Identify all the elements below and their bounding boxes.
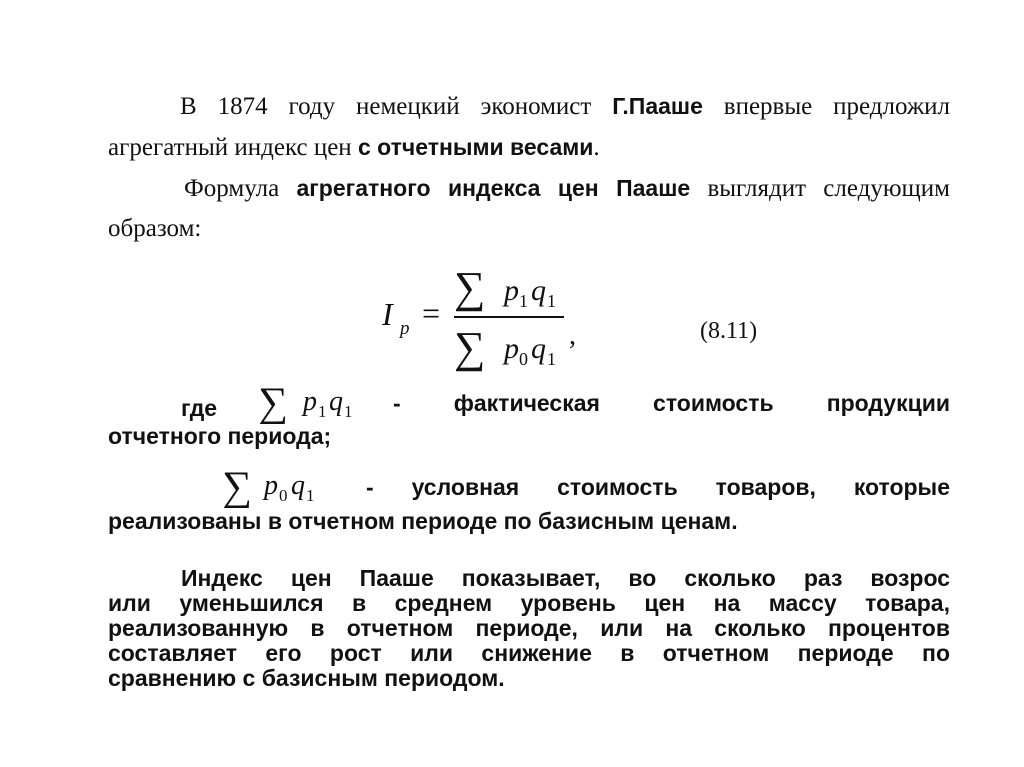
where2-q-sub: 1 <box>306 486 315 505</box>
where1-p: p <box>303 386 317 417</box>
where2-p-sub: 0 <box>279 486 288 505</box>
intro-text-2: впервые предложил агрегатный индекс цен <box>108 93 951 161</box>
formula-den-q: q <box>531 332 546 365</box>
where1-sum-expression <box>256 372 376 424</box>
where-prefix: где <box>181 395 218 421</box>
formula-num-sum: ∑ <box>454 263 486 312</box>
formula-num-p-sub: 1 <box>519 291 528 311</box>
intro-text-3: . <box>593 134 600 161</box>
conclusion-line: или уменьшился в среднем уровень цен на массу товара, <box>108 590 950 616</box>
formula-den-sum: ∑ <box>454 323 486 372</box>
where2-sum-expression <box>220 456 350 508</box>
formula-equals: = <box>422 295 441 331</box>
conclusion-paragraph <box>108 566 950 691</box>
equation-number: (8.11) <box>700 318 758 344</box>
formula-comma: , <box>569 320 576 351</box>
where2-sum: ∑ <box>222 464 252 508</box>
formula-den-p: p <box>504 332 519 365</box>
where2-q: q <box>291 470 305 501</box>
where2-p: p <box>264 470 278 501</box>
formula-intro-text-2: выглядит следующим образом: <box>108 175 950 242</box>
where1-q-sub: 1 <box>344 402 353 421</box>
where1-continuation: отчетного периода; <box>108 423 332 449</box>
intro-paragraph <box>108 86 950 168</box>
conclusion-line: реализованную в отчетном периоде, или на сколько процентов <box>108 615 950 641</box>
formula-intro-text-1: Формула <box>184 175 297 202</box>
intro-text-1: В 1874 году немецкий экономист <box>180 93 613 120</box>
where1-sum: ∑ <box>258 380 288 424</box>
formula-num-p: p <box>504 274 519 307</box>
formula-lhs-subscript: p <box>400 318 410 339</box>
conclusion-line: сравнению с базисным периодом. <box>108 665 505 691</box>
conclusion-line: составляет его рост или снижение в отчетном периоде по <box>108 640 950 666</box>
paasche-index-phrase: агрегатного индекса цен Пааше <box>296 175 691 201</box>
formula-num-q: q <box>531 274 546 307</box>
formula-intro-paragraph <box>108 168 950 249</box>
paasche-formula <box>378 262 788 372</box>
where1-description: - фактическая стоимость продукции <box>393 390 950 416</box>
formula-lhs-I: I <box>382 296 393 332</box>
where1-p-sub: 1 <box>318 402 327 421</box>
formula-num-q-sub: 1 <box>547 291 556 311</box>
conclusion-line: Индекс цен Пааше показывает, во сколько раз возрос <box>181 565 950 591</box>
reporting-weights-phrase: с отчетными весами <box>357 134 594 160</box>
paasche-name: Г.Пааше <box>612 93 703 119</box>
where1-q: q <box>329 386 343 417</box>
where2-description: - условная стоимость товаров, которые <box>366 474 950 500</box>
where2-continuation: реализованы в отчетном периоде по базисным ценам. <box>108 508 738 534</box>
formula-den-q-sub: 1 <box>547 349 556 369</box>
formula-den-p-sub: 0 <box>519 349 528 369</box>
